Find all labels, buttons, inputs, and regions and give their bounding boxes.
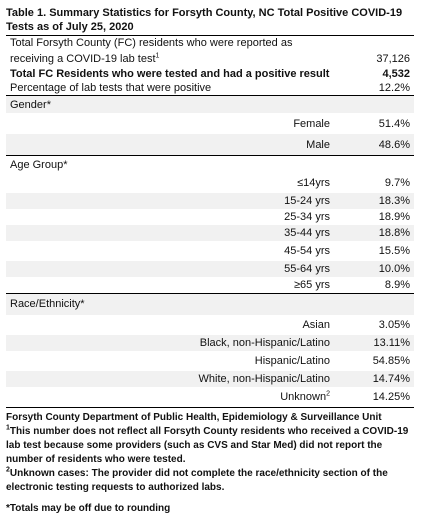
table-row <box>6 387 414 408</box>
gender-header: Gender* <box>6 96 414 114</box>
gender-label: Female <box>293 117 330 130</box>
race-value: 14.74% <box>334 371 414 387</box>
age-value: 8.9% <box>384 279 410 291</box>
total-reported-label-line2: receiving a COVID-19 lab test$^1$ <box>10 51 160 65</box>
title-line-2: Tests as of July 25, 2020 <box>6 21 134 33</box>
footnote-2: $^2$Unknown cases: The provider did not complete the race/ethnicity section of the electronic testing requests to authorized labs. <box>6 466 388 493</box>
race-label: White, non-Hispanic/Latino <box>6 371 334 387</box>
gender-label: Male <box>6 134 334 156</box>
age-label: 25-34 yrs <box>284 211 330 223</box>
table-row <box>6 113 414 134</box>
total-reported-value: 37,126 <box>376 52 410 65</box>
table-row <box>6 225 414 241</box>
age-value: 15.5% <box>378 245 410 257</box>
percentage-label: Percentage of lab tests that were positive <box>10 82 212 95</box>
age-value: 9.7% <box>384 177 410 189</box>
table-row <box>6 335 414 351</box>
race-label: Asian <box>302 318 330 331</box>
summary-table <box>6 35 414 408</box>
footnotes <box>6 411 414 516</box>
age-value: 18.3% <box>334 193 414 209</box>
race-label: Unknown$^2$ <box>6 387 334 408</box>
age-label: 45-54 yrs <box>284 245 330 257</box>
age-label: 55-64 yrs <box>6 261 334 277</box>
table-row <box>6 173 414 193</box>
race-value: 14.25% <box>334 387 414 408</box>
race-header: Race/Ethnicity* <box>6 294 414 315</box>
positive-label: Total FC Residents who were tested and had a positive result <box>10 68 330 80</box>
table-row <box>6 371 414 387</box>
table-title <box>6 6 414 34</box>
table-row <box>6 209 414 225</box>
age-label: ≤14yrs <box>297 177 330 189</box>
gender-value: 51.4% <box>378 117 410 130</box>
percentage-value: 12.2% <box>378 82 410 95</box>
race-value: 13.11% <box>334 335 414 351</box>
gender-value: 48.6% <box>334 134 414 156</box>
age-label: 35-44 yrs <box>6 225 334 241</box>
race-value: 54.85% <box>372 354 410 367</box>
footnote-marker-1: 1 <box>155 51 160 59</box>
age-label: ≥65 yrs <box>294 279 330 291</box>
table-row <box>6 241 414 261</box>
race-label: Black, non-Hispanic/Latino <box>6 335 334 351</box>
age-value: 10.0% <box>334 261 414 277</box>
total-reported-label-line1: Total Forsyth County (FC) residents who were reported as <box>6 36 334 51</box>
age-label: 15-24 yrs <box>6 193 334 209</box>
race-label: Hispanic/Latino <box>254 354 330 367</box>
title-line-1: Table 1. Summary Statistics for Forsyth County, NC Total Positive COVID-19 <box>6 7 403 19</box>
age-value: 18.8% <box>334 225 414 241</box>
footnote-marker-2: 2 <box>326 389 330 397</box>
race-value: 3.05% <box>378 318 410 331</box>
totals-note: *Totals may be off due to rounding <box>6 502 171 514</box>
table-row <box>6 351 414 371</box>
age-header: Age Group* <box>6 156 414 174</box>
source-note: Forsyth County Department of Public Health, Epidemiology & Surveillance Unit <box>6 411 382 423</box>
table-row <box>6 134 414 156</box>
age-value: 18.9% <box>378 211 410 223</box>
footnote-1: $^1$This number does not reflect all Forsyth County residents who received a COVID-19 lab test because some providers (such as CVS and Star Med) did not report the number of residents who were tested. <box>6 424 409 465</box>
table-row <box>6 315 414 335</box>
table-row <box>6 261 414 277</box>
document <box>6 6 414 516</box>
table-row <box>6 277 414 294</box>
positive-value: 4,532 <box>382 68 410 80</box>
table-row <box>6 193 414 209</box>
